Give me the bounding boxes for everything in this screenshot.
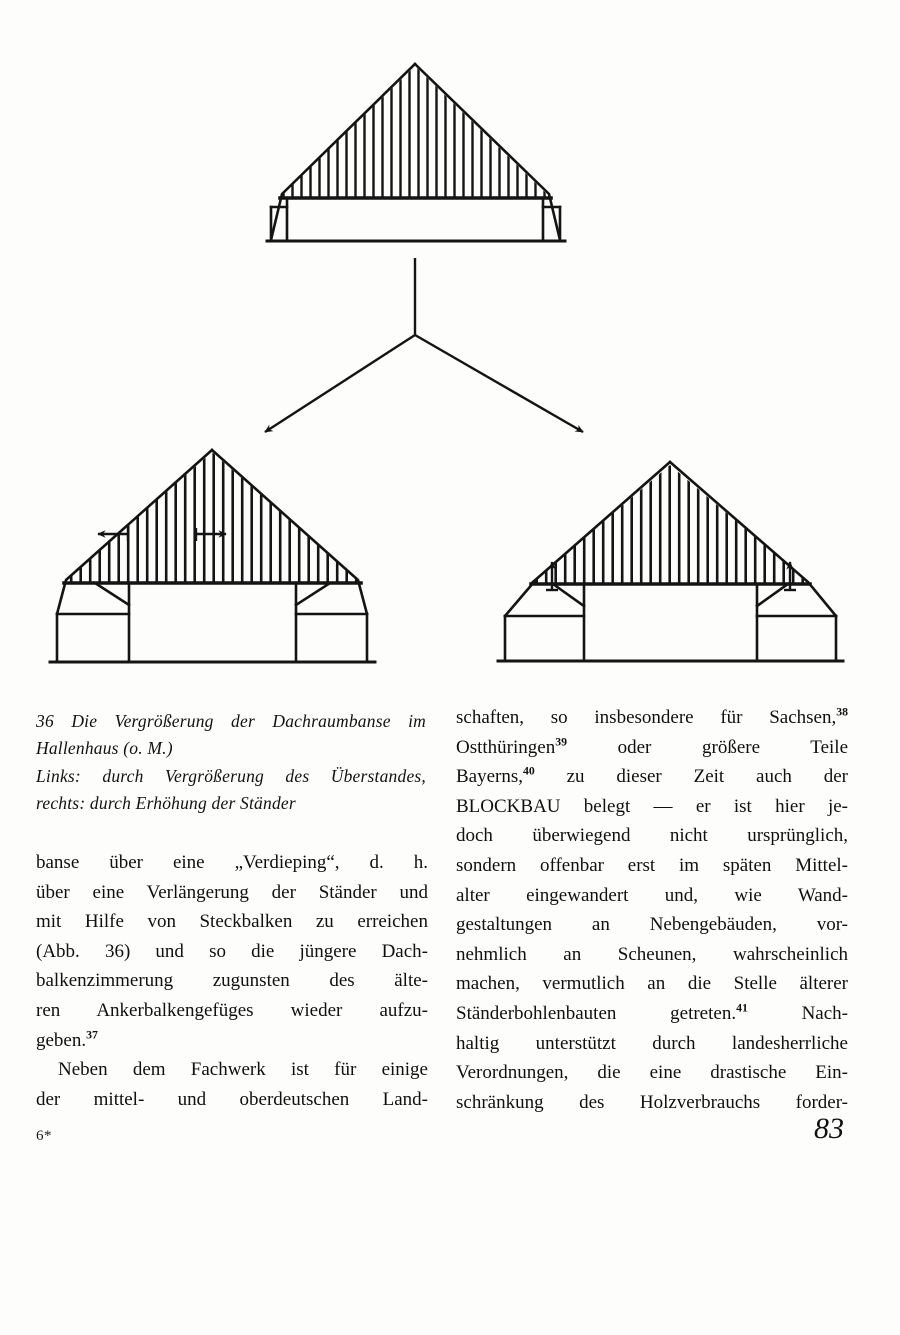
folio-signature-mark: 6* (36, 1128, 52, 1144)
caption-line-4: rechts: durch Erhöhung der Ständer (36, 793, 296, 813)
text-line: Neben dem Fachwerk ist für einige (58, 1059, 428, 1081)
footnote-marker: 37 (86, 1028, 98, 1042)
text-line: der mittel- und oberdeutschen Land- (36, 1088, 428, 1110)
text-line: balkenzimmerung zugunsten des älte- (36, 970, 428, 992)
text-line: alter eingewandert und, wie Wand- (456, 884, 848, 906)
branch-arm-right (415, 335, 583, 432)
text-line: schränkung des Holzverbrauchs forder- (456, 1091, 848, 1113)
text-fragment: schaften, so insbesondere für Sachsen, (456, 707, 837, 728)
right-brace-right (757, 584, 788, 606)
paragraph-right-1 (456, 703, 848, 1117)
text-fragment: Ostthüringen (456, 736, 556, 758)
text-fragment: Nach- (747, 1002, 848, 1024)
text-line (456, 703, 848, 733)
paragraph-left-1 (36, 848, 428, 1055)
text-line: BLOCKBAU belegt — er ist hier je- (456, 795, 848, 817)
text-fragment: zu dieser Zeit auch der (534, 766, 848, 788)
paragraph-left-2 (36, 1055, 428, 1114)
branch-arm-left (265, 335, 415, 432)
body-column-right (456, 703, 848, 1117)
caption-line-3: Links: durch Vergrößerung des Überstandes, (36, 766, 426, 786)
text-line: mit Hilfe von Steckbalken zu erreichen (36, 911, 428, 933)
body-column-left (36, 848, 428, 1114)
footnote-marker: 40 (523, 764, 535, 778)
page-number: 83 (814, 1112, 844, 1145)
text-line: gestaltungen an Nebengebäuden, vor- (456, 914, 848, 936)
text-line: über eine Verlängerung der Ständer und (36, 881, 428, 903)
text-fragment: geben. (36, 1029, 87, 1051)
right-house-section (498, 458, 843, 661)
text-line: haltig unterstützt durch landesherrliche (456, 1032, 848, 1054)
left-attic-hatching (55, 445, 375, 593)
text-line: Verordnungen, die eine drastische Ein- (456, 1062, 848, 1084)
text-line: banse über eine „Verdieping“, d. h. (36, 852, 428, 873)
text-line (456, 762, 848, 792)
text-fragment: Ständerbohlenbauten getreten. (456, 1002, 737, 1024)
top-house-section (267, 60, 570, 241)
branching-arrow-connector (265, 258, 583, 432)
text-line: nehmlich an Scheunen, wahrscheinlich (456, 943, 848, 965)
text-line: sondern offenbar erst im späten Mittel- (456, 854, 848, 876)
figure-caption (36, 708, 426, 817)
left-brace-right (296, 583, 330, 605)
text-line: machen, vermutlich an die Stelle älterer (456, 973, 848, 995)
text-line: ren Ankerbalkengefüges wieder aufzu- (36, 999, 428, 1021)
text-fragment: oder größere Teile (566, 736, 848, 758)
right-brace-left (553, 584, 584, 606)
left-brace-left (95, 583, 129, 605)
left-house-section (50, 445, 375, 662)
caption-subtitle (36, 763, 426, 817)
footnote-marker: 38 (836, 705, 848, 719)
text-line (456, 733, 848, 763)
footnote-marker: 39 (555, 735, 567, 749)
caption-title (36, 708, 426, 762)
text-line: doch überwiegend nicht ursprünglich, (456, 825, 848, 847)
top-attic-hatching (270, 60, 570, 206)
caption-line-1: 36 Die Vergrößerung der Dachraumbanse im (36, 711, 426, 731)
text-line (456, 999, 848, 1029)
right-attic-hatching (524, 458, 816, 590)
text-fragment: Bayerns, (456, 766, 524, 788)
text-line: (Abb. 36) und so die jüngere Dach- (36, 940, 428, 962)
text-line (36, 1026, 428, 1056)
caption-line-2: Hallenhaus (o. M.) (36, 738, 173, 758)
footnote-marker: 41 (736, 1001, 748, 1015)
